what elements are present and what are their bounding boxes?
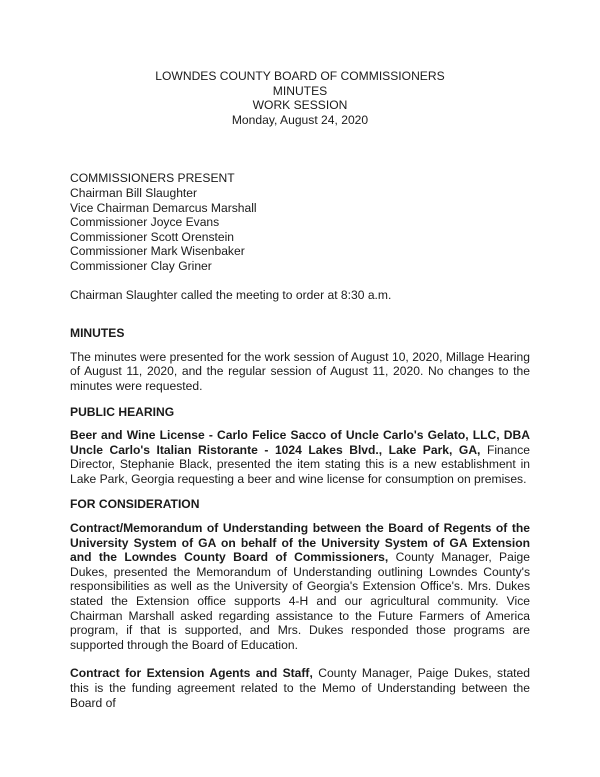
agenda-item-body: County Manager, Paige Dukes, presented the Memorandum of Understanding outlining Lowndes County's responsibilities as well as the University of Georgia's Extension Office's. Mrs. Dukes stated the Extension office supports 4-H and our agricultural community. Vice Chairman Marshall asked regarding assistance to the Future Farmers of America program, if that is supported, and Mrs. Dukes responded those programs are supported through the Board of Education. [70,550,530,652]
call-to-order: Chairman Slaughter called the meeting to order at 8:30 a.m. [70,287,392,302]
minutes-paragraph: The minutes were presented for the work session of August 10, 2020, Millage Hearing of August 11, 2020, and the regular session of August 11, 2020. No changes to the minutes were requested. [70,349,530,393]
attendee: Vice Chairman Demarcus Marshall [70,200,257,215]
attendee: Commissioner Scott Orenstein [70,229,234,244]
header-date: Monday, August 24, 2020 [231,112,369,127]
agenda-item-body: Finance Director, Stephanie Black, presented the item stating this is a new establishment in Lake Park, Georgia requesting a beer and wine license for consumption on premises. [70,442,530,486]
attendee: Commissioner Joyce Evans [70,215,220,230]
agenda-item-extension-contract [70,666,530,710]
document-page [70,69,530,710]
attendance-list [70,171,530,273]
attendee: Chairman Bill Slaughter [70,185,198,200]
attendance-heading: COMMISSIONERS PRESENT [70,171,235,186]
agenda-item-title: Contract for Extension Agents and Staff, [70,666,313,681]
agenda-item-title: Contract/Memorandum of Understanding between the Board of Regents of the University System of GA on behalf of the University System of GA Extension and the Lowndes County Board of Commissioners, [70,521,530,565]
attendee: Commissioner Clay Griner [70,258,212,273]
section-heading-for-consideration: FOR CONSIDERATION [70,497,200,512]
agenda-item-title: Beer and Wine License - Carlo Felice Sacco of Uncle Carlo's Gelato, LLC, DBA Uncle Carlo's Italian Ristorante - 1024 Lakes Blvd., Lake Park, GA, [70,428,530,457]
agenda-item-memorandum [70,521,530,652]
header-organization: LOWNDES COUNTY BOARD OF COMMISSIONERS [155,69,445,83]
section-heading-public-hearing: PUBLIC HEARING [70,404,175,419]
section-heading-minutes: MINUTES [70,326,125,341]
agenda-item-body: County Manager, Paige Dukes, stated this is the funding agreement related to the Memo of Understanding between the Board of [70,666,530,710]
header-doc-type: MINUTES [272,83,328,98]
agenda-item-beer-wine-license [70,428,530,486]
header-session-type: WORK SESSION [252,98,348,113]
document-header [70,69,530,127]
attendee: Commissioner Mark Wisenbaker [70,244,245,259]
